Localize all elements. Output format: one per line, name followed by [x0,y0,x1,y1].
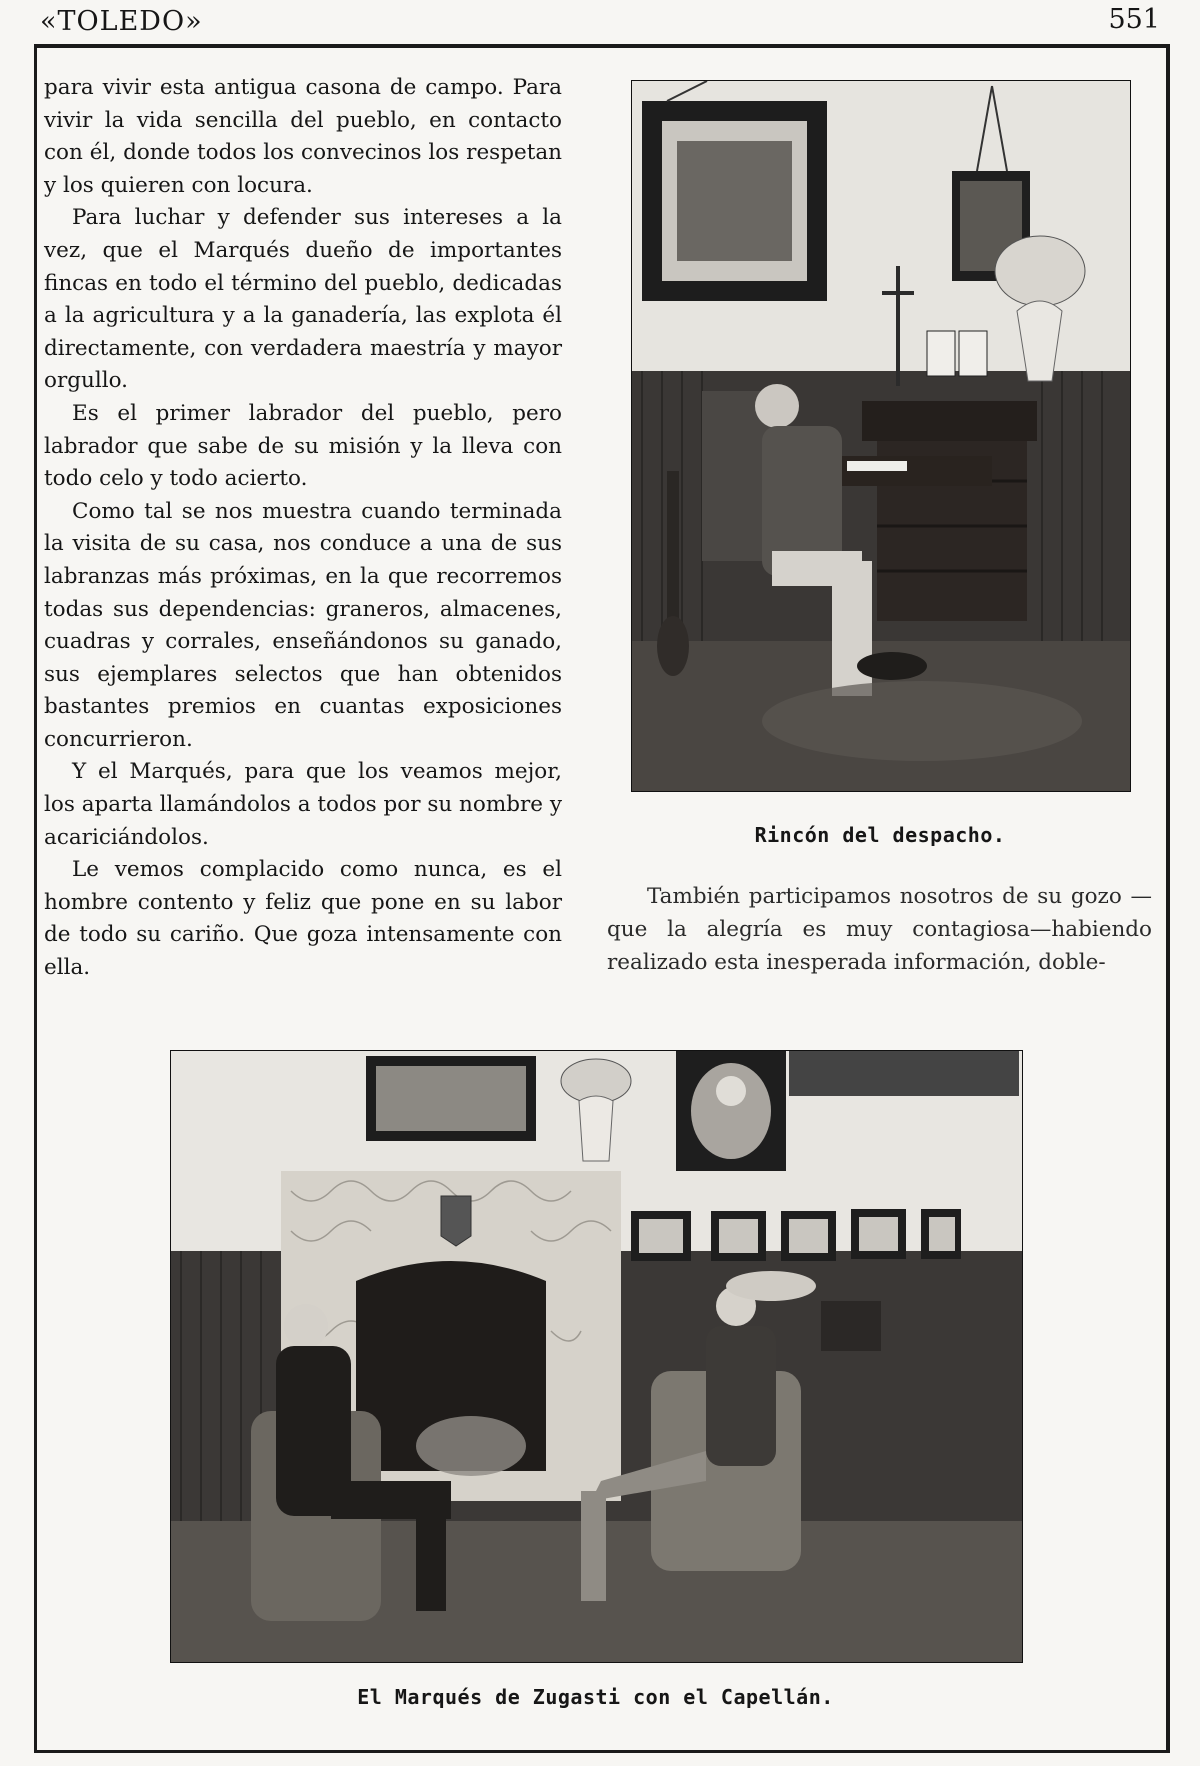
paragraph: para vivir esta antigua casona de campo. Para vivir la vida sencilla del pueblo, en contacto con él, donde todos los convecinos los respetan y los quieren con locura. [44,75,562,198]
fireplace-photo-illustration [171,1051,1022,1662]
office-photo-caption: Rincón del despacho. [754,823,1006,847]
top-border-rule [34,44,1170,48]
right-border-rule [1166,44,1170,1752]
office-corner-photo [631,80,1131,792]
right-text-column [607,880,1152,979]
bottom-border-rule [34,1750,1170,1753]
paragraph: Y el Marqués, para que los veamos mejor, los aparta llamándolos a todos por su nombre y acariciándolos. [44,759,562,850]
paragraph: Como tal se nos muestra cuando terminada la visita de su casa, nos conduce a una de sus labranzas más próximas, en la que recorremos todas sus dependencias: graneros, almacenes, cuadras y corrales, enseñándonos su ganado, sus ejemplares selectos que han obtenidos bastantes premios en cuantas exposiciones concurrieron. [44,498,562,752]
office-photo-illustration [632,81,1130,791]
page-number: 551 [1108,4,1160,35]
paragraph: Para luchar y defender sus intereses a la vez, que el Marqués dueño de importantes fincas en todo el término del pueblo, dedicadas a la agricultura y a la ganadería, las explota él directamente, con verdadera maestría y mayor orgullo. [44,205,562,394]
paragraph: Es el primer labrador del pueblo, pero labrador que sabe de su misión y la lleva con todo celo y todo acierto. [44,400,562,492]
running-title: «TOLEDO» [40,6,203,37]
fireplace-photo-caption: El Marqués de Zugasti con el Capellán. [357,1685,834,1709]
paragraph: También participamos nosotros de su gozo —que la alegría es muy contagiosa—habiendo realizado esta inesperada información, doble- [607,884,1152,975]
left-border-rule [34,44,37,1752]
paragraph: Le vemos complacido como nunca, es el hombre contento y feliz que pone en su labor de todo su cariño. Que goza intensamente con ella. [44,857,562,981]
left-text-column [44,72,562,985]
fireplace-photo [170,1050,1023,1663]
